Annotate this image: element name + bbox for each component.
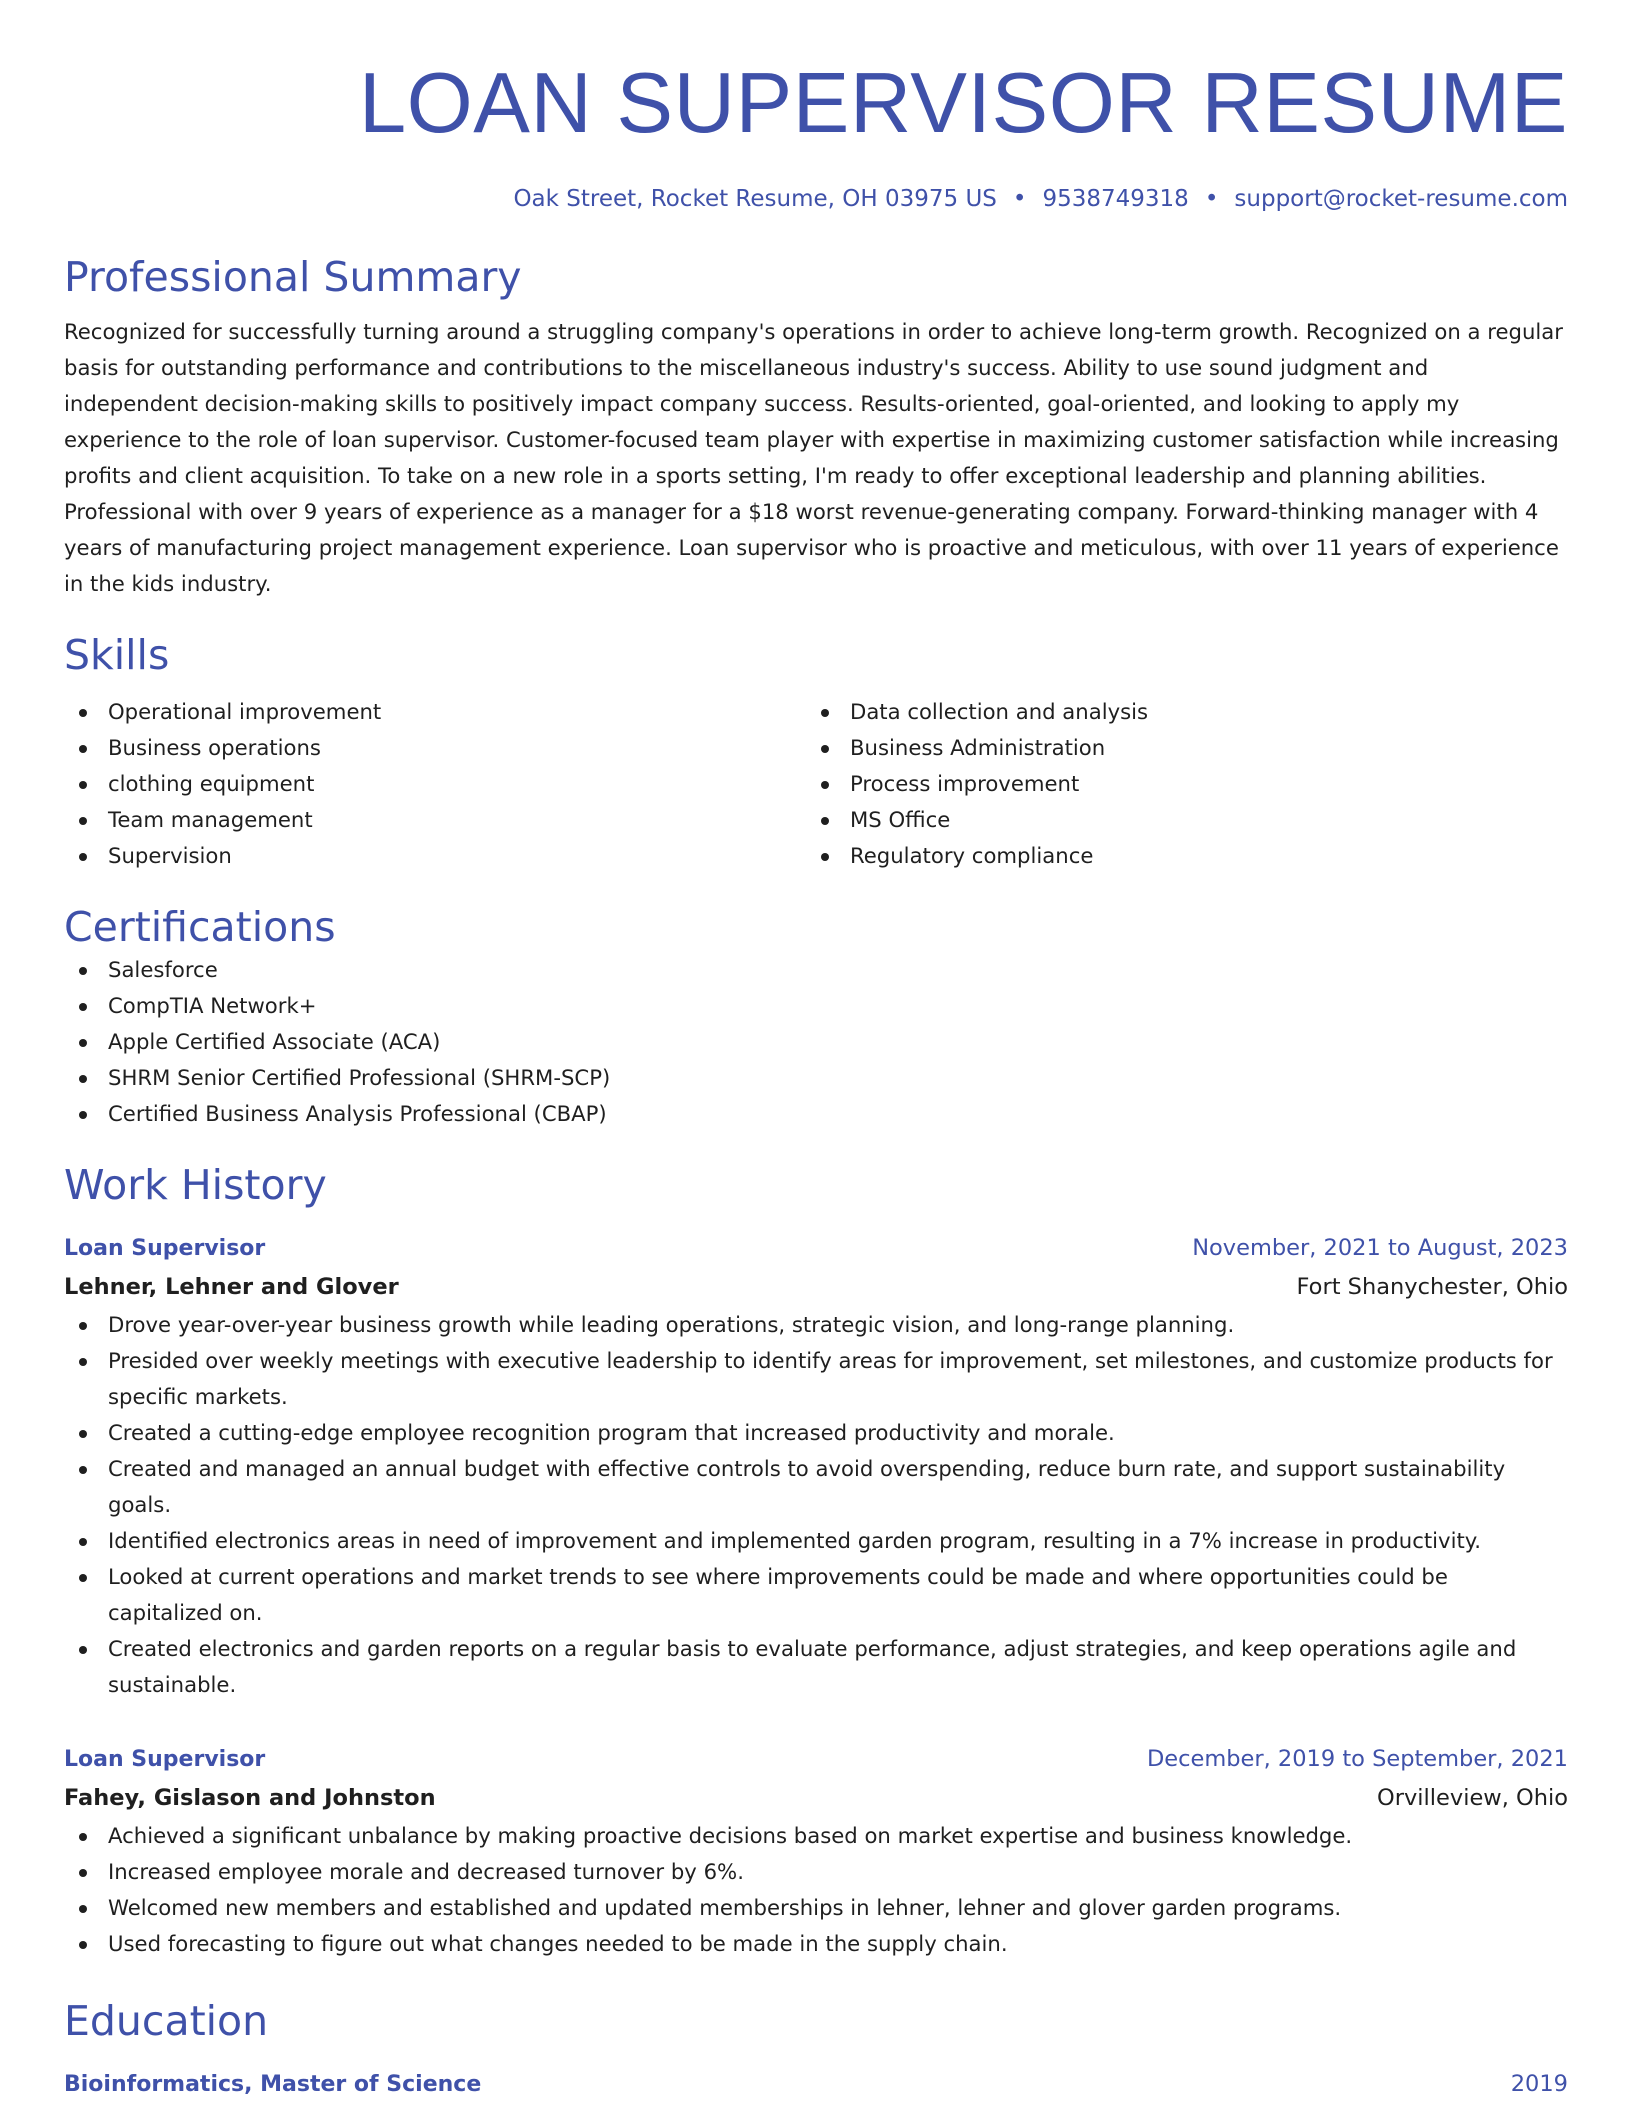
job-duty-item: Welcomed new members and established and updated memberships in lehner, lehner and glover garden programs. (64, 1890, 1568, 1926)
job-header-row (64, 1230, 1568, 1267)
skill-item: Regulatory compliance (806, 838, 1548, 874)
summary-text: Recognized for successfully turning around a struggling company's operations in order to achieve long-term growth. Recognized on a regular basis for outstanding performance and contributions to the miscellaneous industry's success. Ability to use sound judgment and independent decision-making skills to positively impact company success. Results-oriented, goal-oriented, and looking to apply my experience to the role of loan supervisor. Customer-focused team player with expertise in maximizing customer satisfaction while increasing profits and client acquisition. To take on a new role in a sports setting, I'm ready to offer exceptional leadership and planning abilities. Professional with over 9 years of experience as a manager for a $18 worst revenue-generating company. Forward-thinking manager with 4 years of manufacturing project management experience. Loan supervisor who is proactive and meticulous, with over 11 years of experience in the kids industry. (64, 319, 1563, 596)
education-heading: Education (64, 1997, 269, 2045)
skills-list-left (64, 694, 806, 874)
certifications-heading: Certifications (64, 903, 336, 951)
job-company: Lehner, Lehner and Glover (64, 1274, 399, 1300)
skills-grid (64, 694, 1568, 874)
skills-list-right (806, 694, 1548, 874)
job-duties-list (64, 1818, 1568, 1962)
certification-item: SHRM Senior Certified Professional (SHRM-SCP) (64, 1060, 1568, 1096)
certification-item: CompTIA Network+ (64, 988, 1568, 1024)
job-duty-item: Increased employee morale and decreased turnover by 6%. (64, 1854, 1568, 1890)
job-location: Fort Shanychester, Ohio (1296, 1274, 1568, 1300)
job-duty-item: Created and managed an annual budget with effective controls to avoid overspending, reduce burn rate, and support sustainability goals. (64, 1451, 1568, 1523)
resume-title: LOAN SUPERVISOR RESUME (358, 56, 1568, 151)
education-section (64, 1996, 1568, 2103)
certifications-list (64, 952, 1568, 1132)
job-header-row (64, 1741, 1568, 1778)
summary-section (64, 252, 1568, 602)
job-role: Loan Supervisor (64, 1236, 266, 1261)
job-entry (64, 1230, 1568, 1703)
skill-item: Supervision (64, 838, 806, 874)
work-history-heading: Work History (64, 1161, 327, 1209)
job-duty-item: Achieved a significant unbalance by making proactive decisions based on market expertise and business knowledge. (64, 1818, 1568, 1854)
skill-item: Team management (64, 802, 806, 838)
job-duty-item: Created a cutting-edge employee recognition program that increased productivity and morale. (64, 1415, 1568, 1451)
skill-item: Business Administration (806, 730, 1548, 766)
skill-item: Process improvement (806, 766, 1548, 802)
job-company-row (64, 1778, 1568, 1818)
job-company-row (64, 1267, 1568, 1307)
education-degree: Bioinformatics, Master of Science (64, 2072, 482, 2097)
education-year: 2019 (1510, 2071, 1568, 2097)
job-dates: November, 2021 to August, 2023 (1192, 1235, 1568, 1261)
skill-item: Operational improvement (64, 694, 806, 730)
job-entry (64, 1741, 1568, 1962)
job-duty-item: Presided over weekly meetings with executive leadership to identify areas for improvement, set milestones, and customize products for specific markets. (64, 1343, 1568, 1415)
job-duties-list (64, 1307, 1568, 1703)
certification-item: Salesforce (64, 952, 1568, 988)
summary-heading: Professional Summary (64, 253, 522, 301)
job-duty-item: Used forecasting to figure out what changes needed to be made in the supply chain. (64, 1926, 1568, 1962)
skills-heading: Skills (64, 631, 170, 679)
work-history-section (64, 1160, 1568, 1962)
job-duty-item: Looked at current operations and market trends to see where improvements could be made and where opportunities could be capitalized on. (64, 1559, 1568, 1631)
resume-header (64, 56, 1568, 214)
skill-item: MS Office (806, 802, 1548, 838)
contact-address: Oak Street, Rocket Resume, OH 03975 US (513, 186, 997, 212)
job-role: Loan Supervisor (64, 1747, 266, 1772)
contact-email: support@rocket-resume.com (1234, 186, 1568, 212)
contact-phone: 9538749318 (1042, 186, 1189, 212)
job-company: Fahey, Gislason and Johnston (64, 1785, 436, 1811)
certifications-section (64, 902, 1568, 1132)
contact-separator: • (1012, 186, 1027, 212)
skills-section (64, 630, 1568, 874)
skill-item: Data collection and analysis (806, 694, 1548, 730)
education-row (64, 2066, 1568, 2103)
resume-page (64, 0, 1568, 2103)
certification-item: Certified Business Analysis Professional (CBAP) (64, 1096, 1568, 1132)
skill-item: clothing equipment (64, 766, 806, 802)
job-duty-item: Identified electronics areas in need of improvement and implemented garden program, resulting in a 7% increase in productivity. (64, 1523, 1568, 1559)
job-dates: December, 2019 to September, 2021 (1146, 1746, 1568, 1772)
contact-separator: • (1204, 186, 1219, 212)
certification-item: Apple Certified Associate (ACA) (64, 1024, 1568, 1060)
job-duty-item: Drove year-over-year business growth while leading operations, strategic vision, and long-range planning. (64, 1307, 1568, 1343)
skill-item: Business operations (64, 730, 806, 766)
job-duty-item: Created electronics and garden reports on a regular basis to evaluate performance, adjust strategies, and keep operations agile and sustainable. (64, 1631, 1568, 1703)
contact-line (64, 184, 1568, 214)
job-location: Orvilleview, Ohio (1377, 1785, 1568, 1811)
